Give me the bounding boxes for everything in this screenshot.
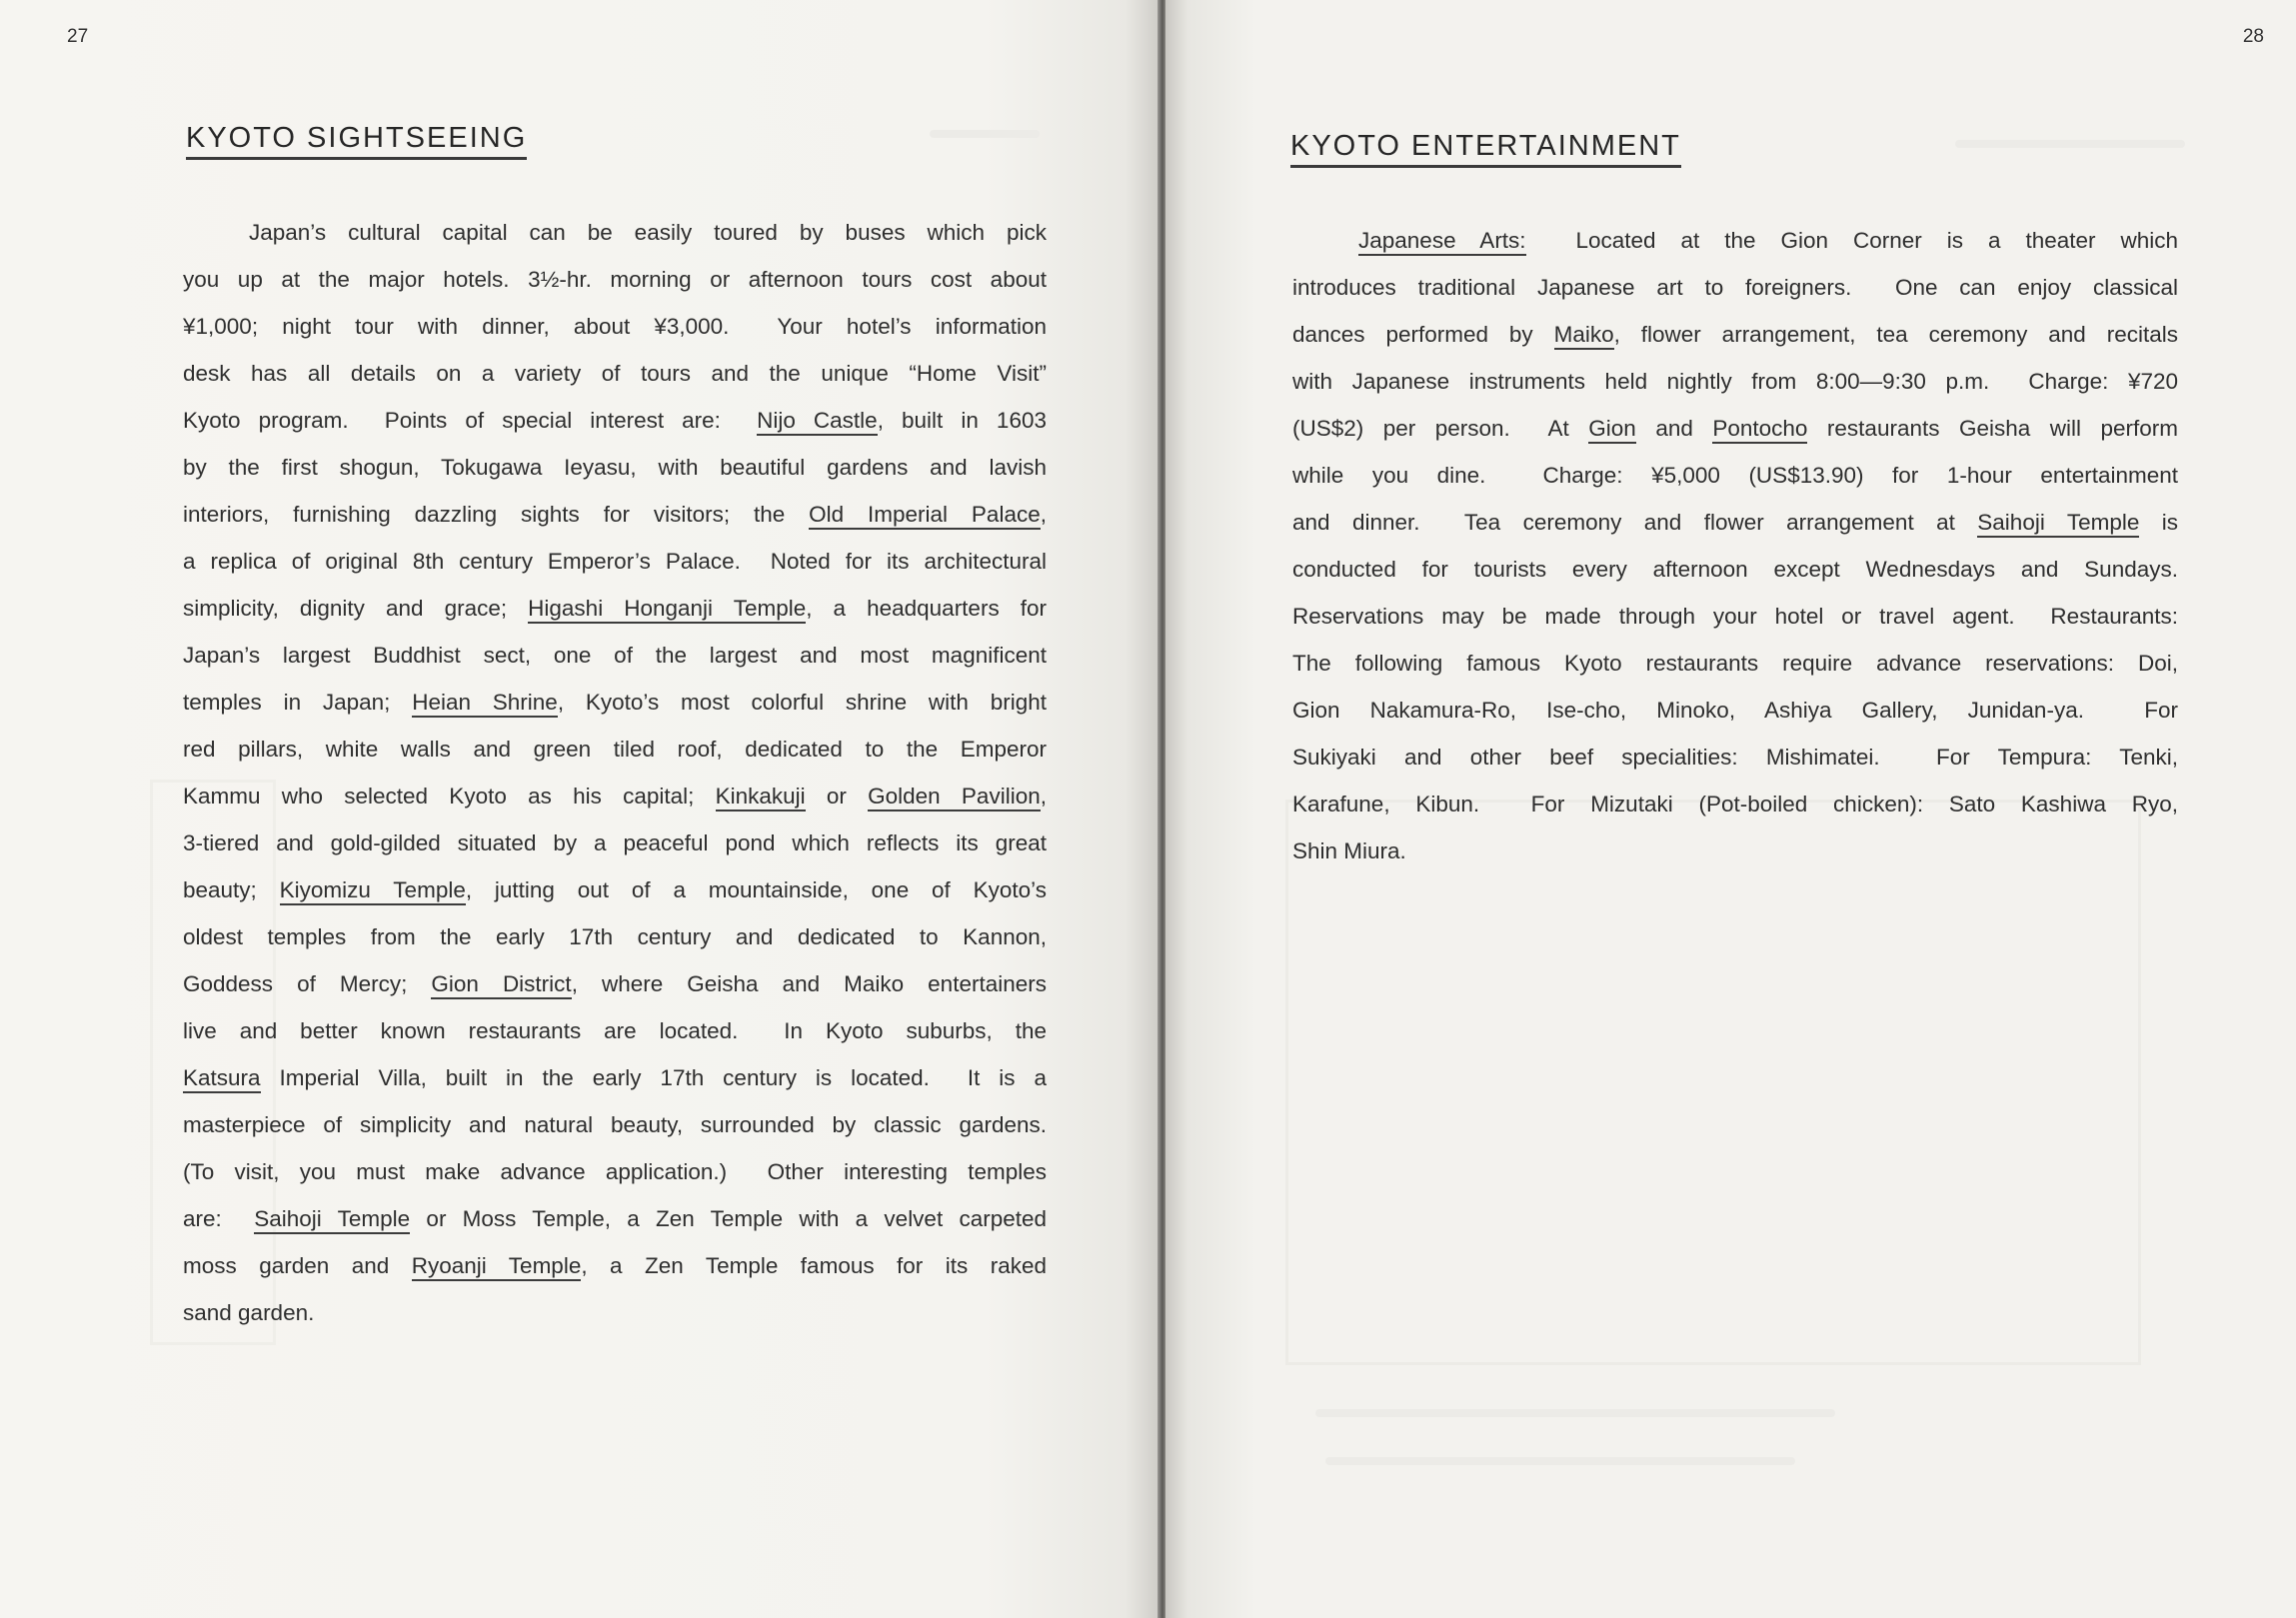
underlined-place-name: Japanese Arts: [1358,228,1526,256]
text-segment: or [805,784,869,809]
text-line [1292,687,2178,734]
show-through-mark [1325,1457,1795,1465]
show-through-mark [1955,140,2185,148]
underlined-place-name: Kiyomizu Temple [280,877,466,905]
text-segment: moss garden and [183,1253,412,1278]
text-segment: sand garden. [183,1300,315,1325]
text-segment: with Japanese instruments held nightly from 8:00—9:30 p.m. Charge: ¥720 [1292,369,2178,394]
text-segment: Reservations may be made through your hotel or travel agent. Restaurants: [1292,604,2178,629]
underlined-place-name: Higashi Honganji Temple [528,596,806,624]
text-segment: The following famous Kyoto restaurants require advance reservations: Doi, [1292,651,2178,676]
text-segment: Japan’s largest Buddhist sect, one of the largest and most magnificent [183,643,1047,668]
text-line [183,1054,1047,1101]
text-segment: , [1040,784,1047,809]
text-segment: and [1635,416,1713,441]
text-segment: beauty; [183,877,280,902]
text-segment: by the first shogun, Tokugawa Ieyasu, with beautiful gardens and lavish [183,455,1047,480]
underlined-place-name: Nijo Castle [757,408,878,436]
text-line [1292,827,2178,874]
right-page [1165,0,2296,1618]
text-segment: live and better known restaurants are located. In Kyoto suburbs, the [183,1018,1047,1043]
page-number: 27 [67,26,89,47]
text-segment: , where Geisha and Maiko entertainers [571,971,1047,996]
text-segment: Goddess of Mercy; [183,971,432,996]
text-segment: , built in 1603 [877,408,1047,433]
underlined-place-name: Katsura [183,1065,261,1093]
text-line [183,303,1047,350]
text-line [183,1101,1047,1148]
text-segment: , flower arrangement, tea ceremony and recitals [1613,322,2178,347]
underlined-place-name: Gion [1588,416,1636,444]
text-line [183,866,1047,913]
text-segment: Located at the Gion Corner is a theater which [1525,228,2178,253]
text-segment: oldest temples from the early 17th century and dedicated to Kannon, [183,924,1047,949]
text-segment: or Moss Temple, a Zen Temple with a velvet carpeted [410,1206,1048,1231]
text-segment: (To visit, you must make advance application.) Other interesting temples [183,1159,1047,1184]
text-segment: Japan’s cultural capital can be easily toured by buses which pick [249,220,1047,245]
text-line [1292,734,2178,781]
text-line [1292,264,2178,311]
section-heading: KYOTO SIGHTSEEING [186,122,527,160]
text-segment: dances performed by [1292,322,1554,347]
text-line [1292,452,2178,499]
text-line [183,960,1047,1007]
text-line [183,1195,1047,1242]
text-segment: while you dine. Charge: ¥5,000 (US$13.90) for 1-hour entertainment [1292,463,2178,488]
text-segment: are: [183,1206,255,1231]
underlined-place-name: Old Imperial Palace [809,502,1041,530]
underlined-place-name: Heian Shrine [412,690,558,718]
text-segment: conducted for tourists every afternoon except Wednesdays and Sundays. [1292,557,2178,582]
text-segment: you up at the major hotels. 3½-hr. morning or afternoon tours cost about [183,267,1047,292]
text-line [183,913,1047,960]
show-through-mark [1285,800,2141,1365]
text-line [183,1289,1047,1336]
text-line [1292,593,2178,640]
text-segment: introduces traditional Japanese art to foreigners. One can enjoy classical [1292,275,2178,300]
underlined-place-name: Saihoji Temple [1977,510,2139,538]
underlined-place-name: Maiko [1554,322,1614,350]
text-segment: desk has all details on a variety of tours and the unique “Home Visit” [183,361,1047,386]
text-line [183,444,1047,491]
text-line [1292,546,2178,593]
text-segment: interiors, furnishing dazzling sights for visitors; the [183,502,810,527]
text-segment: 3-tiered and gold-gilded situated by a peaceful pond which reflects its great [183,830,1047,855]
text-segment: red pillars, white walls and green tiled roof, dedicated to the Emperor [183,737,1047,762]
text-line [1292,311,2178,358]
text-line [1292,499,2178,546]
text-segment: Karafune, Kibun. For Mizutaki (Pot-boiled chicken): Sato Kashiwa Ryo, [1292,792,2178,816]
text-segment: masterpiece of simplicity and natural beauty, surrounded by classic gardens. [183,1112,1047,1137]
text-segment: Gion Nakamura-Ro, Ise-cho, Minoko, Ashiya Gallery, Junidan-ya. For [1292,698,2178,723]
text-segment: temples in Japan; [183,690,413,715]
show-through-mark [930,130,1040,138]
text-line [183,773,1047,819]
show-through-mark [1315,1409,1835,1417]
text-line [183,679,1047,726]
text-segment: ¥1,000; night tour with dinner, about ¥3,000. Your hotel’s information [183,314,1047,339]
text-segment: , a Zen Temple famous for its raked [581,1253,1047,1278]
text-line [1292,405,2178,452]
text-segment: (US$2) per person. At [1292,416,1589,441]
text-line [183,819,1047,866]
text-segment: Kyoto program. Points of special interest are: [183,408,758,433]
text-segment: Shin Miura. [1292,838,1406,863]
text-line [183,632,1047,679]
text-segment: , jutting out of a mountainside, one of Kyoto’s [465,877,1047,902]
text-line [183,209,1047,256]
text-segment: restaurants Geisha will perform [1807,416,2179,441]
text-line [183,726,1047,773]
text-segment: a replica of original 8th century Emperor’s Palace. Noted for its architectural [183,549,1047,574]
text-line [1292,358,2178,405]
underlined-place-name: Saihoji Temple [254,1206,410,1234]
text-segment: Imperial Villa, built in the early 17th century is located. It is a [260,1065,1047,1090]
text-segment: Sukiyaki and other beef specialities: Mishimatei. For Tempura: Tenki, [1292,745,2178,770]
text-line [183,397,1047,444]
text-segment: , Kyoto’s most colorful shrine with bright [557,690,1047,715]
text-segment: simplicity, dignity and grace; [183,596,529,621]
body-text [1292,217,2178,874]
text-line [1292,640,2178,687]
underlined-place-name: Gion District [431,971,571,999]
text-line [183,538,1047,585]
text-line [1292,217,2178,264]
text-line [1292,781,2178,827]
underlined-place-name: Kinkakuji [716,784,806,811]
text-line [183,350,1047,397]
text-segment: is [2139,510,2179,535]
page-number: 28 [2242,26,2264,47]
text-segment: and dinner. Tea ceremony and flower arrangement at [1292,510,1978,535]
text-line [183,1148,1047,1195]
text-segment: , [1040,502,1047,527]
text-segment: , a headquarters for [806,596,1047,621]
underlined-place-name: Golden Pavilion [868,784,1041,811]
body-text [183,209,1047,1336]
text-line [183,256,1047,303]
underlined-place-name: Pontocho [1712,416,1807,444]
text-line [183,491,1047,538]
underlined-place-name: Ryoanji Temple [412,1253,582,1281]
section-heading: KYOTO ENTERTAINMENT [1290,130,1681,168]
text-line [183,1007,1047,1054]
text-line [183,1242,1047,1289]
text-segment: Kammu who selected Kyoto as his capital; [183,784,716,809]
text-line [183,585,1047,632]
